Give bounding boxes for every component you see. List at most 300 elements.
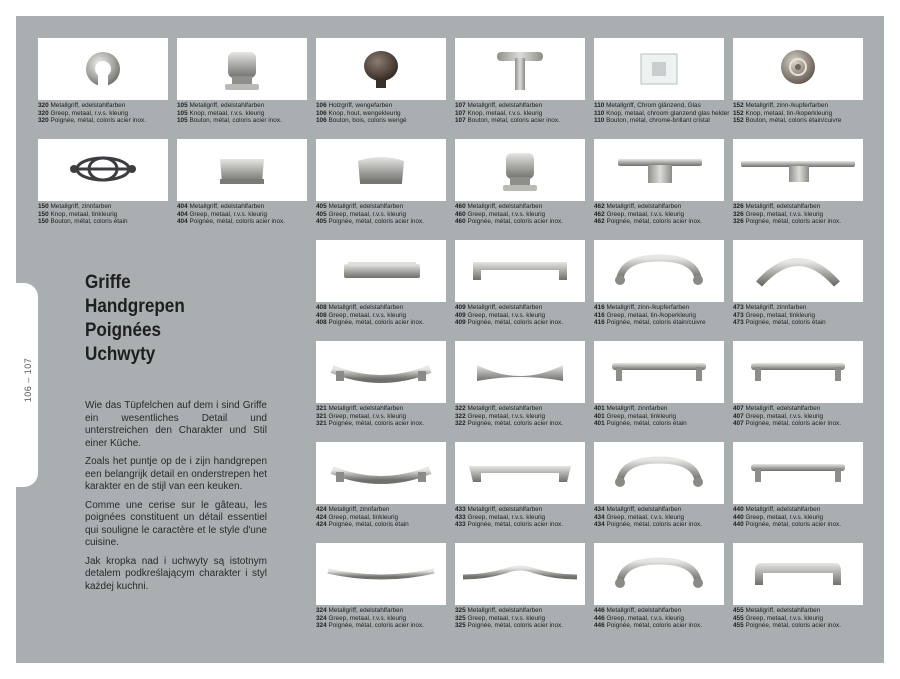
- caption-line: [733, 102, 883, 110]
- product-description: Knop, metaal, chroom glanzend glas helder: [606, 109, 730, 117]
- cage-knob-icon: [38, 139, 168, 201]
- caption-line: [455, 622, 605, 630]
- product-description: Metallgriff, zinnfarben: [606, 405, 668, 412]
- product-code: 150: [38, 218, 49, 226]
- caption-line: [733, 218, 883, 226]
- caption-line: [38, 110, 188, 118]
- caption-line: [316, 514, 466, 522]
- product-code: 416: [594, 304, 605, 311]
- product-card: [316, 38, 446, 134]
- product-description: Bouton, bois, coloris wengé: [328, 117, 407, 125]
- caption-line: [594, 413, 744, 421]
- product-caption: [455, 203, 605, 226]
- caption-line: [733, 413, 883, 421]
- product-description: Greep, metaal, r.v.s. kleurig: [467, 513, 546, 521]
- product-card: [733, 38, 863, 134]
- product-code: 105: [177, 109, 188, 117]
- t-bar-knob-icon: [455, 38, 585, 100]
- product-code: 424: [316, 513, 327, 521]
- product-code: 433: [455, 506, 466, 513]
- product-photo: [316, 442, 446, 504]
- product-description: Poignée, métal, coloris étain: [745, 319, 826, 327]
- product-card: [733, 442, 863, 538]
- product-card: [38, 139, 168, 235]
- product-caption: [594, 405, 744, 428]
- caption-line: [316, 312, 466, 320]
- product-caption: [733, 607, 883, 630]
- product-photo: [594, 442, 724, 504]
- product-photo: [594, 543, 724, 605]
- product-caption: [594, 102, 744, 125]
- product-description: Bouton, métal, coloris acier inox.: [467, 117, 560, 125]
- caption-line: [316, 607, 466, 615]
- product-caption: [594, 304, 744, 327]
- product-card: [733, 341, 863, 437]
- slim-curved-handle-icon: [316, 543, 446, 605]
- caption-line: [316, 218, 466, 226]
- product-code: 401: [594, 405, 605, 412]
- caption-line: [316, 319, 466, 327]
- square-knob-icon: [177, 38, 307, 100]
- glass-knob-icon: [594, 38, 724, 100]
- product-card: [594, 341, 724, 437]
- product-code: 434: [594, 513, 605, 521]
- product-description: Poignée, métal, coloris acier inox.: [745, 218, 842, 226]
- caption-line: [455, 117, 605, 125]
- product-description: Poignée, métal, coloris acier inox.: [745, 622, 842, 630]
- product-photo: [733, 341, 863, 403]
- product-description: Poignée, métal, coloris acier inox.: [189, 218, 286, 226]
- c-ring-handle-icon: [38, 38, 168, 100]
- product-card: [733, 240, 863, 336]
- caption-line: [594, 312, 744, 320]
- product-code: 326: [733, 210, 744, 218]
- product-description: Knop, metaal, r.v.s. kleurig: [467, 109, 543, 117]
- caption-line: [38, 102, 188, 110]
- product-code: 462: [594, 203, 605, 210]
- caption-line: [455, 405, 605, 413]
- product-card: [316, 341, 446, 437]
- product-description: Metallgriff, zinn-/kupferfarben: [606, 304, 690, 311]
- section-heading: [85, 271, 185, 367]
- product-card: [594, 240, 724, 336]
- product-description: Holzgriff, wengefarben: [328, 102, 393, 109]
- product-photo: [594, 341, 724, 403]
- product-code: 321: [316, 420, 327, 428]
- product-card: [455, 240, 585, 336]
- caption-line: [594, 506, 744, 514]
- caption-line: [594, 211, 744, 219]
- product-description: Greep, metaal, r.v.s. kleurig: [328, 311, 407, 319]
- product-photo: [316, 240, 446, 302]
- product-description: Poignée, métal, coloris acier inox.: [467, 218, 564, 226]
- product-code: 401: [594, 412, 605, 420]
- product-description: Greep, metaal, r.v.s. kleurig: [606, 210, 685, 218]
- product-photo: [733, 240, 863, 302]
- product-description: Greep, metaal, r.v.s. kleurig: [467, 614, 546, 622]
- product-description: Poignée, métal, coloris acier inox.: [467, 622, 564, 630]
- caption-line: [594, 607, 744, 615]
- product-code: 324: [316, 622, 327, 630]
- product-code: 460: [455, 203, 466, 210]
- product-caption: [455, 405, 605, 428]
- product-description: Metallgriff, edelstahlfarben: [467, 607, 543, 614]
- long-t-bar-handle-icon: [733, 139, 863, 201]
- product-code: 324: [316, 614, 327, 622]
- caption-line: [177, 203, 327, 211]
- product-description: Bouton, métal, coloris étain: [50, 218, 128, 226]
- wedge-handle-icon: [316, 139, 446, 201]
- product-photo: [455, 139, 585, 201]
- product-card: [455, 341, 585, 437]
- product-description: Poignée, métal, coloris acier inox.: [467, 319, 564, 327]
- curved-handle-icon: [316, 341, 446, 403]
- product-description: Poignée, métal, coloris acier inox.: [606, 622, 703, 630]
- caption-line: [733, 319, 883, 327]
- bar-handle-icon: [733, 341, 863, 403]
- product-code: 440: [733, 506, 744, 513]
- product-description: Bouton, métal, coloris étain/cuivre: [745, 117, 842, 125]
- product-description: Metallgriff, edelstahlfarben: [328, 203, 404, 210]
- caption-line: [455, 110, 605, 118]
- product-description: Poignée, métal, coloris étain: [606, 420, 687, 428]
- product-card: [455, 442, 585, 538]
- product-description: Metallgriff, edelstahlfarben: [606, 506, 682, 513]
- product-code: 320: [38, 117, 49, 125]
- product-caption: [594, 506, 744, 529]
- caption-line: [733, 615, 883, 623]
- caption-line: [316, 615, 466, 623]
- caption-line: [594, 420, 744, 428]
- caption-line: [455, 211, 605, 219]
- product-description: Metallgriff, edelstahlfarben: [467, 304, 543, 311]
- caption-line: [594, 615, 744, 623]
- product-caption: [177, 203, 327, 226]
- product-caption: [38, 203, 188, 226]
- product-code: 152: [733, 102, 744, 109]
- product-description: Greep, metaal, r.v.s. kleurig: [328, 614, 407, 622]
- caption-line: [594, 405, 744, 413]
- product-code: 320: [38, 102, 49, 109]
- caption-line: [594, 218, 744, 226]
- product-description: Metallgriff, edelstahlfarben: [328, 405, 404, 412]
- product-caption: [455, 102, 605, 125]
- caption-line: [455, 615, 605, 623]
- product-description: Metallgriff, edelstahlfarben: [745, 405, 821, 412]
- product-code: 473: [733, 319, 744, 327]
- product-description: Poignée, métal, coloris étain/cuivre: [606, 319, 706, 327]
- product-code: 152: [733, 109, 744, 117]
- intro-paragraph-de: Wie das Tüpfelchen auf dem i sind Griffe ein wesentliches Detail und unterstreichen den Charakter und Stil einer Küche.: [85, 400, 267, 449]
- product-code: 407: [733, 412, 744, 420]
- product-card: [455, 38, 585, 134]
- product-photo: [316, 341, 446, 403]
- caption-line: [733, 203, 883, 211]
- product-code: 433: [455, 521, 466, 529]
- product-caption: [316, 203, 466, 226]
- caption-line: [733, 117, 883, 125]
- slim-wave-handle-icon: [455, 543, 585, 605]
- product-description: Bouton, métal, coloris acier inox.: [189, 117, 282, 125]
- caption-line: [316, 405, 466, 413]
- product-code: 107: [455, 102, 466, 109]
- product-photo: [177, 139, 307, 201]
- product-code: 408: [316, 311, 327, 319]
- product-description: Metallgriff, edelstahlfarben: [745, 506, 821, 513]
- product-code: 433: [455, 513, 466, 521]
- caption-line: [594, 203, 744, 211]
- caption-line: [594, 304, 744, 312]
- product-code: 105: [177, 102, 188, 109]
- product-photo: [38, 38, 168, 100]
- product-description: Metallgriff, zinnfarben: [328, 506, 390, 513]
- product-description: Poignée, métal, coloris acier inox.: [328, 319, 425, 327]
- arch-handle-icon: [733, 240, 863, 302]
- caption-line: [455, 102, 605, 110]
- product-description: Poignée, métal, coloris étain: [328, 521, 409, 529]
- product-photo: [733, 38, 863, 100]
- product-photo: [177, 38, 307, 100]
- product-code: 455: [733, 614, 744, 622]
- product-photo: [455, 240, 585, 302]
- product-code: 325: [455, 607, 466, 614]
- product-code: 110: [594, 117, 605, 125]
- product-code: 460: [455, 218, 466, 226]
- product-description: Poignée, métal, coloris acier inox.: [50, 117, 147, 125]
- product-code: 455: [733, 607, 744, 614]
- product-code: 416: [594, 319, 605, 327]
- bar-handle-icon: [733, 442, 863, 504]
- product-description: Greep, metaal, tinkleurig: [328, 513, 399, 521]
- product-code: 110: [594, 102, 605, 109]
- caption-line: [733, 521, 883, 529]
- product-photo: [316, 543, 446, 605]
- caption-line: [316, 521, 466, 529]
- product-code: 424: [316, 506, 327, 513]
- product-code: 107: [455, 117, 466, 125]
- product-caption: [316, 102, 466, 125]
- caption-line: [455, 304, 605, 312]
- product-code: 409: [455, 311, 466, 319]
- wooden-knob-icon: [316, 38, 446, 100]
- product-code: 462: [594, 218, 605, 226]
- product-card: [316, 139, 446, 235]
- product-code: 416: [594, 311, 605, 319]
- product-code: 440: [733, 513, 744, 521]
- product-description: Poignée, métal, coloris acier inox.: [467, 521, 564, 529]
- product-code: 325: [455, 614, 466, 622]
- product-code: 110: [594, 109, 605, 117]
- caption-line: [455, 514, 605, 522]
- t-bar-handle-icon: [594, 139, 724, 201]
- product-code: 106: [316, 117, 327, 125]
- product-code: 446: [594, 622, 605, 630]
- product-code: 408: [316, 304, 327, 311]
- caption-line: [38, 117, 188, 125]
- product-description: Greep, metaal, r.v.s. kleurig: [606, 614, 685, 622]
- product-caption: [733, 506, 883, 529]
- product-code: 446: [594, 614, 605, 622]
- bow-handle-icon: [594, 543, 724, 605]
- caption-line: [594, 117, 744, 125]
- product-code: 324: [316, 607, 327, 614]
- bow-handle-icon: [594, 240, 724, 302]
- product-code: 107: [455, 109, 466, 117]
- product-code: 401: [594, 420, 605, 428]
- caption-line: [316, 211, 466, 219]
- product-description: Poignée, métal, coloris acier inox.: [745, 521, 842, 529]
- product-photo: [733, 139, 863, 201]
- product-caption: [733, 102, 883, 125]
- product-code: 404: [177, 210, 188, 218]
- caption-line: [733, 110, 883, 118]
- product-card: [316, 543, 446, 639]
- caption-line: [177, 211, 327, 219]
- product-code: 322: [455, 412, 466, 420]
- product-description: Metallgriff, edelstahlfarben: [328, 607, 404, 614]
- product-card: [38, 38, 168, 134]
- product-caption: [177, 102, 327, 125]
- product-card: [733, 543, 863, 639]
- caption-line: [316, 413, 466, 421]
- caption-line: [594, 319, 744, 327]
- product-description: Metallgriff, zinnfarben: [50, 203, 112, 210]
- caption-line: [455, 506, 605, 514]
- product-caption: [38, 102, 188, 125]
- product-description: Greep, metaal, r.v.s. kleurig: [606, 513, 685, 521]
- product-caption: [594, 203, 744, 226]
- intro-paragraph-nl: Zoals het puntje op de i zijn handgrepen een belangrijk detail en onderstrepen het karakter en de stijl van een keuken.: [85, 456, 267, 492]
- caption-line: [455, 312, 605, 320]
- product-photo: [316, 38, 446, 100]
- product-caption: [594, 607, 744, 630]
- product-card: [316, 240, 446, 336]
- page-number: 106 – 107: [23, 357, 33, 403]
- product-code: 150: [38, 203, 49, 210]
- product-code: 326: [733, 203, 744, 210]
- product-code: 409: [455, 319, 466, 327]
- product-code: 326: [733, 218, 744, 226]
- product-code: 106: [316, 102, 327, 109]
- caption-line: [733, 211, 883, 219]
- product-code: 405: [316, 203, 327, 210]
- caption-line: [733, 622, 883, 630]
- product-description: Knop, metaal, r.v.s. kleurig: [189, 109, 265, 117]
- caption-line: [594, 622, 744, 630]
- product-photo: [455, 341, 585, 403]
- bow-handle-icon: [594, 442, 724, 504]
- caption-line: [316, 506, 466, 514]
- bar-handle-icon: [594, 341, 724, 403]
- product-description: Knop, metaal, tinkleurig: [50, 210, 118, 218]
- caption-line: [455, 607, 605, 615]
- intro-paragraph-pl: Jak kropka nad i uchwyty są istotnym detalem podkreślającym charakter i styl każdej kuchni.: [85, 555, 267, 592]
- product-description: Poignée, métal, coloris acier inox.: [606, 521, 703, 529]
- product-photo: [733, 442, 863, 504]
- product-description: Metallgriff, edelstahlfarben: [745, 607, 821, 614]
- product-description: Poignée, métal, coloris acier inox.: [745, 420, 842, 428]
- caption-line: [177, 102, 327, 110]
- caption-line: [316, 117, 466, 125]
- product-card: [455, 139, 585, 235]
- caption-line: [733, 405, 883, 413]
- caption-line: [316, 304, 466, 312]
- wave-handle-icon: [455, 341, 585, 403]
- product-description: Poignée, métal, coloris acier inox.: [328, 218, 425, 226]
- caption-line: [594, 514, 744, 522]
- product-code: 404: [177, 218, 188, 226]
- caption-line: [455, 521, 605, 529]
- product-code: 446: [594, 607, 605, 614]
- product-description: Greep, metaal, tinkleurig: [745, 311, 816, 319]
- product-card: [594, 442, 724, 538]
- caption-line: [733, 607, 883, 615]
- caption-line: [455, 319, 605, 327]
- product-code: 407: [733, 405, 744, 412]
- product-code: 321: [316, 412, 327, 420]
- product-caption: [316, 304, 466, 327]
- intro-text: [85, 400, 267, 599]
- product-description: Greep, metaal, r.v.s. kleurig: [50, 109, 129, 117]
- intro-paragraph-fr: Comme une cerise sur le gâteau, les poignées constituent un détail essentiel qui souligne le caractère et le style d'une cuisine.: [85, 499, 267, 548]
- product-code: 473: [733, 304, 744, 311]
- product-description: Greep, metaal, tin-/koperkleurig: [606, 311, 696, 319]
- product-description: Metallgriff, edelstahlfarben: [467, 102, 543, 109]
- product-code: 150: [38, 210, 49, 218]
- caption-line: [316, 110, 466, 118]
- product-description: Metallgriff, edelstahlfarben: [467, 405, 543, 412]
- product-description: Metallgriff, Chrom glänzend, Glas: [606, 102, 701, 109]
- product-code: 320: [38, 109, 49, 117]
- product-description: Metallgriff, zinn-/kupferfarben: [745, 102, 829, 109]
- product-photo: [455, 38, 585, 100]
- product-description: Knop, metaal, tin-/koperkleurig: [745, 109, 833, 117]
- caption-line: [594, 110, 744, 118]
- wide-bridge-handle-icon: [455, 442, 585, 504]
- product-description: Metallgriff, zinnfarben: [745, 304, 807, 311]
- caption-line: [733, 514, 883, 522]
- curved-handle-icon: [316, 442, 446, 504]
- product-description: Metallgriff, edelstahlfarben: [606, 203, 682, 210]
- product-code: 455: [733, 622, 744, 630]
- product-code: 105: [177, 117, 188, 125]
- caption-line: [38, 218, 188, 226]
- product-code: 408: [316, 319, 327, 327]
- product-description: Greep, metaal, tinkleurig: [606, 412, 677, 420]
- product-code: 152: [733, 117, 744, 125]
- caption-line: [316, 622, 466, 630]
- product-code: 405: [316, 210, 327, 218]
- product-code: 460: [455, 210, 466, 218]
- product-code: 409: [455, 304, 466, 311]
- product-description: Metallgriff, edelstahlfarben: [189, 203, 265, 210]
- product-code: 407: [733, 420, 744, 428]
- caption-line: [38, 211, 188, 219]
- product-photo: [594, 240, 724, 302]
- heading-line-nl: Handgrepen: [85, 296, 185, 317]
- product-caption: [733, 203, 883, 226]
- product-description: Poignée, métal, coloris acier inox.: [328, 420, 425, 428]
- product-photo: [733, 543, 863, 605]
- caption-line: [316, 203, 466, 211]
- product-description: Metallgriff, edelstahlfarben: [189, 102, 265, 109]
- product-code: 322: [455, 420, 466, 428]
- product-caption: [455, 607, 605, 630]
- product-description: Bouton, métal, chromé-brillant cristal: [606, 117, 710, 125]
- product-description: Poignée, métal, coloris acier inox.: [328, 622, 425, 630]
- heading-line-de: Griffe: [85, 272, 131, 293]
- product-code: 325: [455, 622, 466, 630]
